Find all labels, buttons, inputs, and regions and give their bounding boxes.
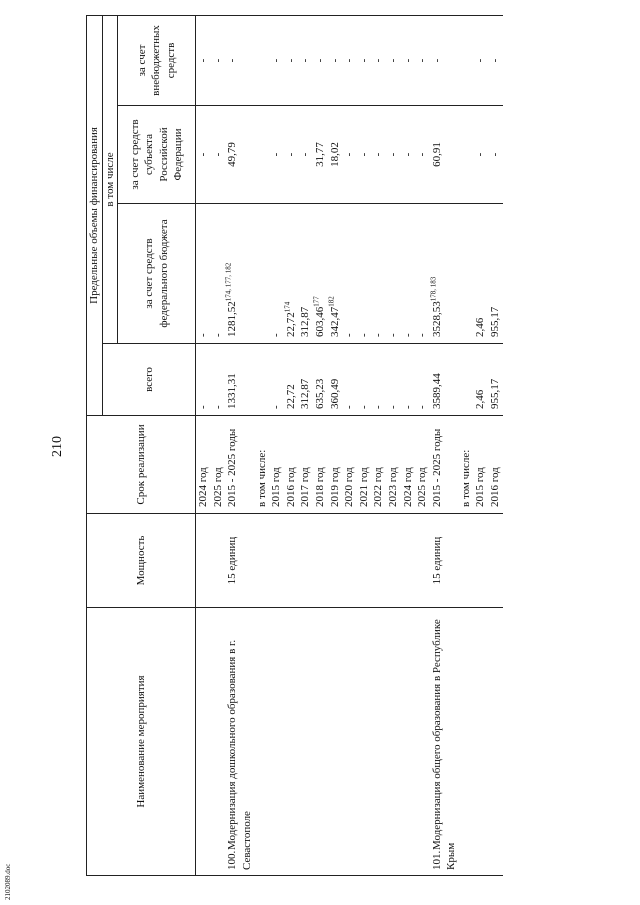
- table-row: [284, 15, 299, 875]
- measure-name: [225, 611, 254, 872]
- cell-federal: [328, 204, 343, 344]
- federal-value: -: [401, 333, 414, 337]
- table-row: [298, 15, 313, 875]
- federal-value: -: [343, 333, 356, 337]
- federal-value: 955,17: [489, 306, 502, 337]
- page-number: 210: [50, 436, 65, 457]
- cell-federal: [342, 204, 357, 344]
- cell-total: 312,87: [298, 344, 313, 416]
- cell-term: 2024 год: [196, 416, 211, 514]
- cell-term: 2018 год: [313, 416, 328, 514]
- cell-subject: 60,91: [430, 106, 459, 204]
- table-row: [371, 15, 386, 875]
- cell-term: 2015 год: [269, 416, 284, 514]
- cell-federal: [459, 204, 474, 344]
- cell-capacity: [386, 514, 401, 608]
- col-header-limit: Предельные объемы финансирования: [87, 15, 103, 415]
- cell-capacity: [284, 514, 299, 608]
- cell-extra: -: [313, 15, 328, 105]
- cell-name: [430, 608, 459, 876]
- cell-name: [284, 608, 299, 876]
- cell-federal: [196, 204, 211, 344]
- cell-federal: [386, 204, 401, 344]
- cell-term: 2024 год: [401, 416, 416, 514]
- footnote-ref: 174: [283, 301, 292, 313]
- cell-extra: -: [401, 15, 416, 105]
- cell-subject: -: [473, 106, 488, 204]
- cell-subject: [459, 106, 474, 204]
- cell-name: [342, 608, 357, 876]
- cell-term: 2019 год: [328, 416, 343, 514]
- rotated-table-container: [86, 16, 630, 876]
- cell-name: [196, 608, 211, 876]
- cell-capacity: [459, 514, 474, 608]
- federal-value: -: [211, 333, 224, 337]
- cell-term: 2016 год: [488, 416, 503, 514]
- cell-subject: -: [357, 106, 372, 204]
- cell-total: -: [269, 344, 284, 416]
- cell-name: [211, 608, 226, 876]
- cell-capacity: [415, 514, 430, 608]
- cell-extra: [255, 15, 270, 105]
- table-row: [459, 15, 474, 875]
- table-row: [357, 15, 372, 875]
- cell-total: -: [211, 344, 226, 416]
- cell-extra: -: [371, 15, 386, 105]
- cell-subject: 18,02: [328, 106, 343, 204]
- col-header-federal: за счет средств федерального бюджета: [118, 204, 196, 344]
- footnote-ref: 178, 183: [429, 276, 438, 302]
- cell-capacity: [371, 514, 386, 608]
- cell-term: 2017 год: [298, 416, 313, 514]
- cell-extra: -: [328, 15, 343, 105]
- cell-total: -: [415, 344, 430, 416]
- cell-capacity: [488, 514, 503, 608]
- cell-federal: [430, 204, 459, 344]
- federal-value: -: [416, 333, 429, 337]
- financing-table: [86, 15, 503, 876]
- cell-total: 2,46: [473, 344, 488, 416]
- cell-subject: -: [401, 106, 416, 204]
- cell-subject: -: [415, 106, 430, 204]
- cell-extra: -: [225, 15, 254, 105]
- cell-term: 2015 год: [473, 416, 488, 514]
- cell-federal: [401, 204, 416, 344]
- cell-federal: [488, 204, 503, 344]
- cell-capacity: 15 единиц: [225, 514, 254, 608]
- cell-extra: -: [473, 15, 488, 105]
- table-row: [386, 15, 401, 875]
- cell-term: в том числе:: [255, 416, 270, 514]
- table-row: [473, 15, 488, 875]
- federal-value: 3528,53: [430, 301, 443, 337]
- table-row: [342, 15, 357, 875]
- cell-term: 2025 год: [211, 416, 226, 514]
- cell-capacity: [473, 514, 488, 608]
- cell-federal: [415, 204, 430, 344]
- federal-value: -: [386, 333, 399, 337]
- cell-subject: -: [269, 106, 284, 204]
- cell-name: [459, 608, 474, 876]
- measure-title: Модернизация общего образования в Республике Крым: [430, 619, 458, 870]
- cell-federal: [225, 204, 254, 344]
- cell-extra: -: [430, 15, 459, 105]
- cell-total: -: [357, 344, 372, 416]
- cell-extra: -: [386, 15, 401, 105]
- col-header-subject: за счет средств субъекта Российской Федерации: [118, 106, 196, 204]
- cell-total: 3589,44: [430, 344, 459, 416]
- cell-capacity: [298, 514, 313, 608]
- table-row: [313, 15, 328, 875]
- cell-total: -: [196, 344, 211, 416]
- cell-name: [357, 608, 372, 876]
- footnote-ref: 174, 177, 182: [224, 262, 233, 302]
- federal-value: 1281,52: [226, 301, 239, 337]
- cell-term: в том числе:: [459, 416, 474, 514]
- federal-value: -: [357, 333, 370, 337]
- table-row: [225, 15, 254, 875]
- measure-number: 101.: [430, 850, 443, 870]
- cell-total: -: [371, 344, 386, 416]
- cell-extra: -: [488, 15, 503, 105]
- measure-name: [430, 611, 459, 872]
- federal-value: -: [270, 333, 283, 337]
- cell-federal: [269, 204, 284, 344]
- measure-title: Модернизация дошкольного образования в г. Севастополе: [226, 639, 253, 870]
- cell-term: 2023 год: [386, 416, 401, 514]
- table-row: [211, 15, 226, 875]
- federal-value: 2,46: [474, 317, 487, 337]
- cell-name: [298, 608, 313, 876]
- cell-subject: 31,77: [313, 106, 328, 204]
- cell-total: 360,49: [328, 344, 343, 416]
- cell-subject: -: [284, 106, 299, 204]
- cell-federal: [313, 204, 328, 344]
- table-row: [401, 15, 416, 875]
- cell-capacity: [211, 514, 226, 608]
- table-row: [269, 15, 284, 875]
- cell-name: [313, 608, 328, 876]
- cell-capacity: [196, 514, 211, 608]
- table-row: [328, 15, 343, 875]
- cell-capacity: [357, 514, 372, 608]
- cell-total: 22,72: [284, 344, 299, 416]
- cell-total: -: [401, 344, 416, 416]
- table-row: [415, 15, 430, 875]
- cell-extra: -: [415, 15, 430, 105]
- cell-federal: [473, 204, 488, 344]
- file-name: 2102089.doc: [4, 863, 12, 900]
- cell-capacity: [328, 514, 343, 608]
- col-header-incl: в том числе: [102, 15, 118, 343]
- cell-extra: -: [211, 15, 226, 105]
- cell-term: 2022 год: [371, 416, 386, 514]
- cell-name: [225, 608, 254, 876]
- cell-subject: -: [488, 106, 503, 204]
- cell-subject: [255, 106, 270, 204]
- cell-federal: [298, 204, 313, 344]
- col-header-total: всего: [102, 344, 196, 416]
- cell-federal: [255, 204, 270, 344]
- cell-federal: [211, 204, 226, 344]
- cell-term: 2016 год: [284, 416, 299, 514]
- col-header-name: Наименование мероприятия: [87, 608, 196, 876]
- cell-name: [269, 608, 284, 876]
- table-body: [196, 15, 503, 875]
- federal-value: -: [372, 333, 385, 337]
- cell-name: [386, 608, 401, 876]
- cell-subject: 49,79: [225, 106, 254, 204]
- footnote-ref: 182: [326, 296, 335, 307]
- cell-total: -: [386, 344, 401, 416]
- table-row: [430, 15, 459, 875]
- cell-total: 1331,31: [225, 344, 254, 416]
- cell-extra: -: [284, 15, 299, 105]
- cell-extra: -: [357, 15, 372, 105]
- cell-name: [415, 608, 430, 876]
- cell-capacity: [401, 514, 416, 608]
- cell-term: 2015 - 2025 годы: [430, 416, 459, 514]
- cell-total: [255, 344, 270, 416]
- cell-capacity: [342, 514, 357, 608]
- cell-name: [255, 608, 270, 876]
- federal-value: 603,46: [313, 306, 326, 337]
- cell-name: [473, 608, 488, 876]
- cell-term: 2025 год: [415, 416, 430, 514]
- cell-extra: -: [298, 15, 313, 105]
- federal-value: 22,72: [284, 312, 297, 337]
- col-header-extra: за счет внебюджетных средств: [118, 15, 196, 105]
- federal-value: 342,47: [328, 306, 341, 337]
- measure-number: 100.: [226, 850, 239, 870]
- cell-federal: [357, 204, 372, 344]
- cell-term: 2021 год: [357, 416, 372, 514]
- cell-capacity: 15 единиц: [430, 514, 459, 608]
- cell-name: [371, 608, 386, 876]
- cell-subject: -: [371, 106, 386, 204]
- cell-name: [328, 608, 343, 876]
- cell-capacity: [313, 514, 328, 608]
- cell-subject: -: [196, 106, 211, 204]
- cell-extra: -: [342, 15, 357, 105]
- cell-federal: [371, 204, 386, 344]
- cell-federal: [284, 204, 299, 344]
- col-header-term: Срок реализации: [87, 416, 196, 514]
- cell-total: [459, 344, 474, 416]
- footnote-ref: 177: [312, 296, 321, 307]
- cell-extra: [459, 15, 474, 105]
- cell-total: 955,17: [488, 344, 503, 416]
- cell-total: -: [342, 344, 357, 416]
- table-row: [196, 15, 211, 875]
- cell-capacity: [269, 514, 284, 608]
- cell-term: 2020 год: [342, 416, 357, 514]
- federal-value: 312,87: [299, 306, 312, 337]
- cell-capacity: [255, 514, 270, 608]
- cell-extra: -: [196, 15, 211, 105]
- federal-value: -: [197, 333, 210, 337]
- cell-total: 635,23: [313, 344, 328, 416]
- cell-extra: -: [269, 15, 284, 105]
- table-row: [488, 15, 503, 875]
- cell-subject: -: [211, 106, 226, 204]
- table-row: [255, 15, 270, 875]
- cell-subject: -: [298, 106, 313, 204]
- cell-subject: -: [342, 106, 357, 204]
- cell-name: [488, 608, 503, 876]
- cell-term: 2015 - 2025 годы: [225, 416, 254, 514]
- col-header-capacity: Мощность: [87, 514, 196, 608]
- cell-subject: -: [386, 106, 401, 204]
- cell-name: [401, 608, 416, 876]
